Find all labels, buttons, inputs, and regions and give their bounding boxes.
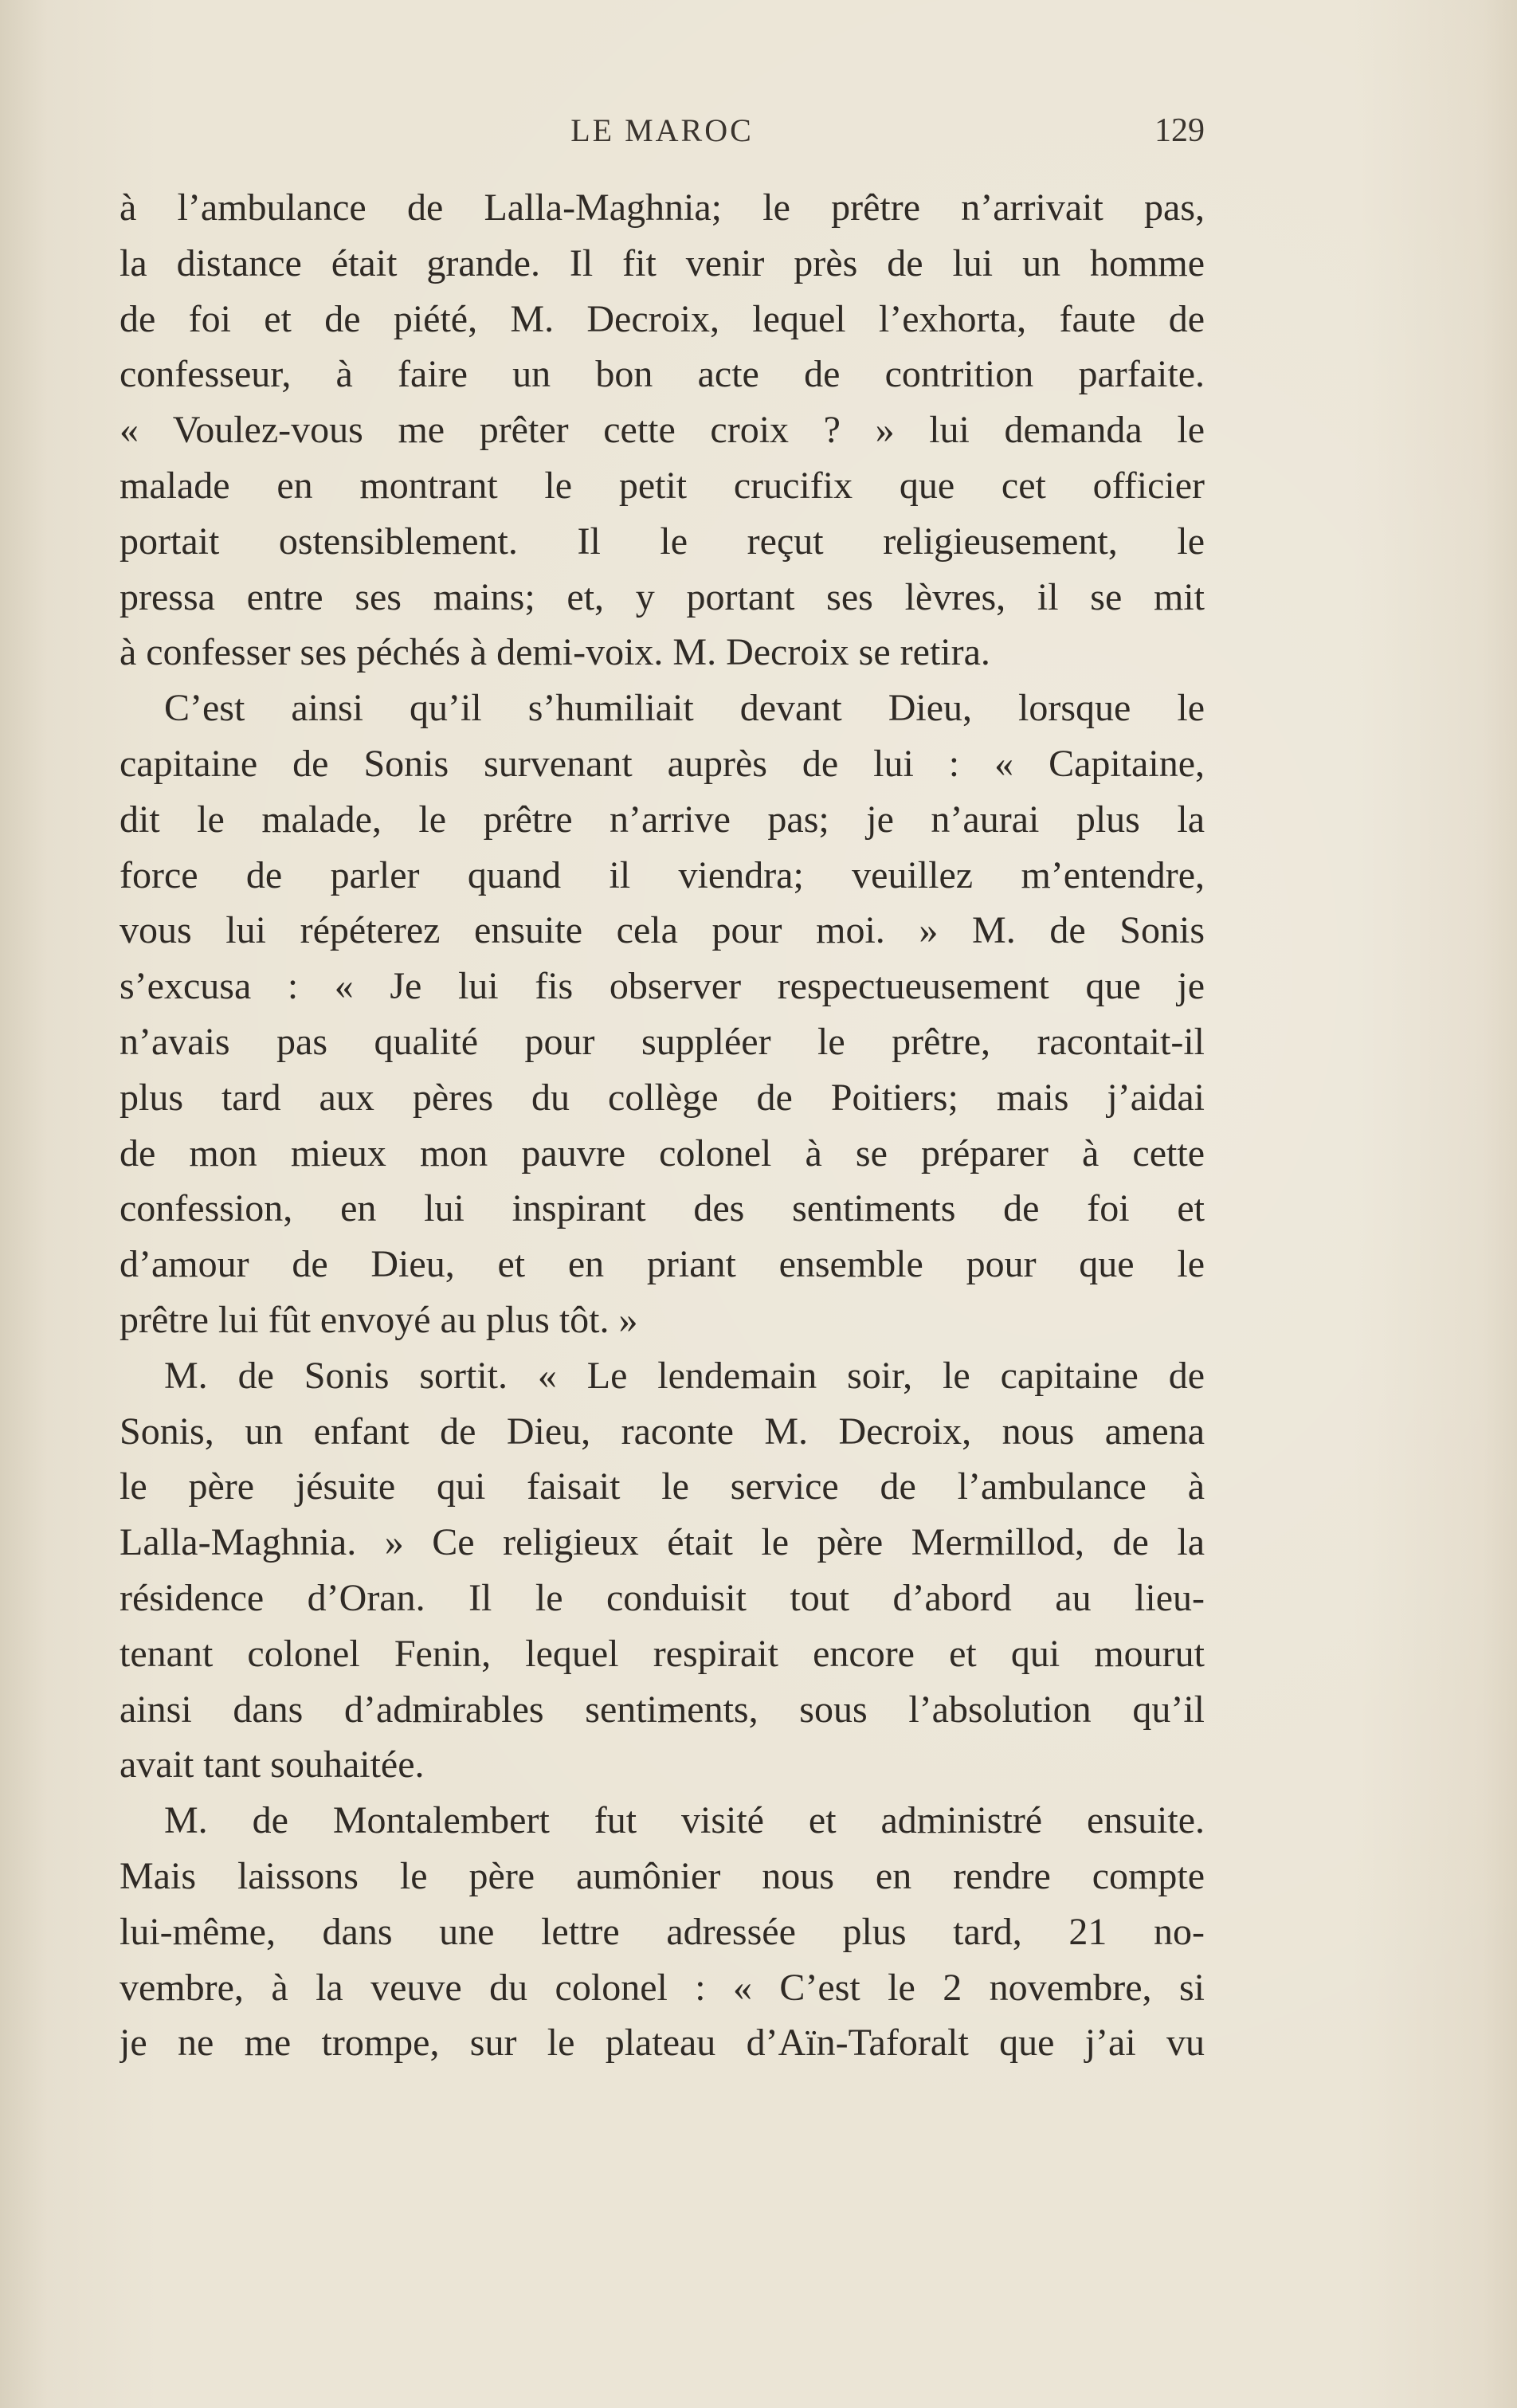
text-line: portait ostensiblement. Il le reçut religieusement, le bbox=[120, 520, 1205, 563]
text-line: confesseur, à faire un bon acte de contrition parfaite. bbox=[120, 353, 1205, 396]
text-line: je ne me trompe, sur le plateau d’Aïn-Taforalt que j’ai vu bbox=[120, 2022, 1205, 2065]
text-line: Mais laissons le père aumônier nous en rendre compte bbox=[120, 1854, 1205, 1897]
text-line: plus tard aux pères du collège de Poitiers; mais j’aidai bbox=[120, 1076, 1205, 1119]
text-line: malade en montrant le petit crucifix que cet officier bbox=[120, 464, 1205, 507]
text-line: pressa entre ses mains; et, y portant ses lèvres, il se mit bbox=[120, 575, 1205, 618]
text-line: Sonis, un enfant de Dieu, raconte M. Decroix, nous amena bbox=[120, 1410, 1205, 1453]
body-text bbox=[120, 180, 1205, 2071]
running-title: LE MAROC bbox=[570, 112, 754, 148]
text-line: dit le malade, le prêtre n’arrive pas; je n’aurai plus la bbox=[120, 798, 1205, 841]
text-line: s’excusa : « Je lui fis observer respectueusement que je bbox=[120, 965, 1205, 1008]
text-line: tenant colonel Fenin, lequel respirait encore et qui mourut bbox=[120, 1632, 1205, 1675]
text-line: M. de Sonis sortit. « Le lendemain soir, le capitaine de bbox=[164, 1354, 1205, 1397]
text-line: d’amour de Dieu, et en priant ensemble pour que le bbox=[120, 1243, 1205, 1286]
text-line: ainsi dans d’admirables sentiments, sous l’absolution qu’il bbox=[120, 1688, 1205, 1731]
text-line: avait tant souhaitée. bbox=[120, 1743, 425, 1786]
text-line: à confesser ses péchés à demi-voix. M. Decroix se retira. bbox=[120, 631, 990, 674]
text-line: confession, en lui inspirant des sentiments de foi et bbox=[120, 1187, 1205, 1230]
text-line: Lalla-Maghnia. » Ce religieux était le père Mermillod, de la bbox=[120, 1521, 1205, 1564]
text-line: vembre, à la veuve du colonel : « C’est le 2 novembre, si bbox=[120, 1966, 1205, 2009]
page-number: 129 bbox=[1154, 112, 1205, 149]
text-line: prêtre lui fût envoyé au plus tôt. » bbox=[120, 1298, 638, 1341]
text-line: le père jésuite qui faisait le service de l’ambulance à bbox=[120, 1465, 1205, 1508]
text-line: C’est ainsi qu’il s’humiliait devant Dieu, lorsque le bbox=[164, 687, 1205, 730]
text-line: lui-même, dans une lettre adressée plus tard, 21 no- bbox=[120, 1910, 1205, 1953]
text-line: vous lui répéterez ensuite cela pour moi. » M. de Sonis bbox=[120, 909, 1205, 952]
text-line: résidence d’Oran. Il le conduisit tout d’abord au lieu- bbox=[120, 1576, 1205, 1619]
running-head bbox=[120, 112, 1205, 159]
text-line: force de parler quand il viendra; veuillez m’entendre, bbox=[120, 853, 1205, 896]
text-line: la distance était grande. Il fit venir près de lui un homme bbox=[120, 241, 1205, 284]
text-line: de mon mieux mon pauvre colonel à se préparer à cette bbox=[120, 1131, 1205, 1175]
text-line: n’avais pas qualité pour suppléer le prêtre, racontait-il bbox=[120, 1020, 1205, 1063]
text-line: M. de Montalembert fut visité et administré ensuite. bbox=[164, 1799, 1205, 1842]
text-line: capitaine de Sonis survenant auprès de lui : « Capitaine, bbox=[120, 742, 1205, 785]
text-line: de foi et de piété, M. Decroix, lequel l’exhorta, faute de bbox=[120, 297, 1205, 340]
text-line: « Voulez-vous me prêter cette croix ? » lui demanda le bbox=[120, 409, 1205, 452]
text-line: à l’ambulance de Lalla-Maghnia; le prêtre n’arrivait pas, bbox=[120, 186, 1205, 229]
